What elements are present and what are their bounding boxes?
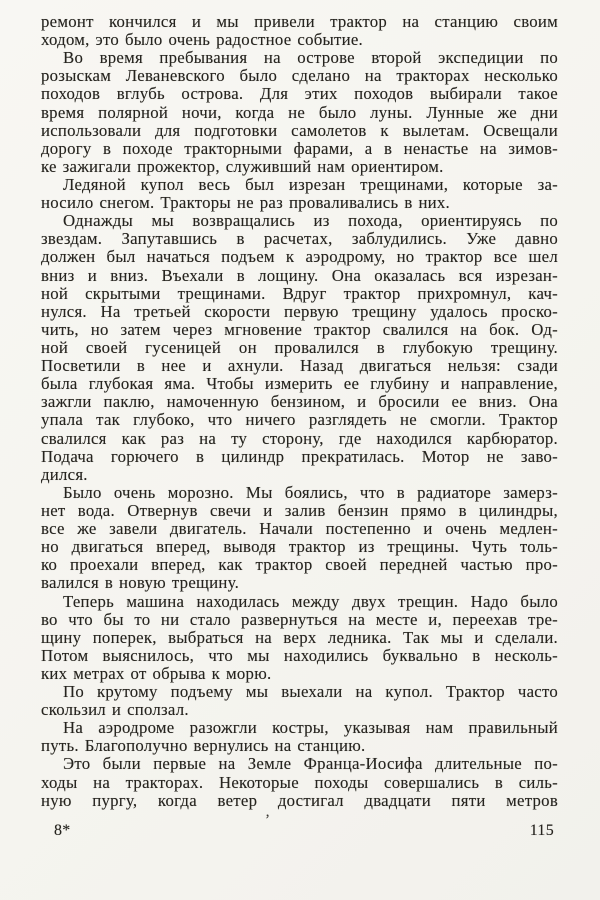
text-line: ную пургу, когда ветер достигал двадцати пяти метров	[41, 790, 558, 810]
text-line: но двигаться вперед, выводя трактор из трещины. Чуть толь-	[41, 537, 558, 557]
text-line: ходом, это было очень радостное событие.	[41, 30, 363, 50]
text-line: Однажды мы возвращались из похода, ориентируясь по	[63, 211, 558, 231]
text-line: время полярной ночи, когда не было луны. Лунные же дни	[41, 102, 558, 122]
text-line: Во время пребывания на острове второй экспедиции по	[63, 48, 558, 68]
text-line: щину поперек, выбраться на верх ледника. Так мы и сделали.	[41, 627, 558, 647]
text-line: путь. Благополучно вернулись на станцию.	[41, 736, 366, 756]
signature-mark: 8*	[54, 822, 71, 839]
text-line: На аэродроме разожгли костры, указывая нам правильный	[63, 718, 558, 738]
text-line: носило снегом. Тракторы не раз проваливались в них.	[41, 193, 450, 213]
text-line: скользил и сползал.	[41, 700, 189, 720]
text-line: Теперь машина находилась между двух трещин. Надо было	[63, 591, 558, 611]
text-line: дорогу в походе тракторными фарами, а в ненастье на зимов-	[41, 138, 558, 158]
text-line: ко проехали вперед, как трактор своей передней частью про-	[41, 555, 558, 575]
text-line: По крутому подъему мы выехали на купол. Трактор часто	[63, 682, 558, 702]
text-line: упала так глубоко, что ничего разглядеть не смогли. Трактор	[41, 410, 558, 430]
text-line: нулся. На третьей скорости первую трещину удалось проско-	[41, 301, 558, 321]
text-line: свалился как раз на ту сторону, где находился карбюратор.	[41, 428, 558, 448]
text-line: во что бы то ни стало развернуться на месте и, переехав тре-	[41, 609, 558, 629]
text-line: ной скрытыми трещинами. Вдруг трактор прихромнул, кач-	[41, 283, 558, 303]
text-line: нет вода. Отвернув свечи и залив бензин прямо в цилиндры,	[41, 500, 558, 520]
text-line: Потом выяснилось, что мы находились буквально в несколь-	[41, 645, 558, 665]
text-line: звездам. Запутавшись в расчетах, заблудились. Уже давно	[41, 229, 558, 249]
text-line: чить, но затем через мгновение трактор свалился на бок. Од-	[41, 319, 558, 339]
text-line: все же завели двигатель. Начали постепенно и очень медлен-	[41, 519, 558, 539]
page-text-block	[41, 13, 558, 810]
text-line: ной своей гусеницей он провалился в глубокую трещину.	[41, 337, 558, 357]
text-line: зажгли паклю, намоченную бензином, и бросили ее вниз. Она	[41, 392, 558, 412]
text-line: Посветили в нее и ахнули. Назад двигаться нельзя: сзади	[41, 356, 558, 376]
text-line: дился.	[41, 464, 88, 484]
stray-scan-mark: ’	[265, 812, 270, 828]
text-line: должен был начаться подъем к аэродрому, но трактор все шел	[41, 247, 558, 267]
text-line: ких метрах от обрыва к морю.	[41, 663, 272, 683]
text-line: использовали для подготовки самолетов к вылетам. Освещали	[41, 120, 558, 140]
page-number: 115	[529, 822, 554, 839]
text-line: вниз и вниз. Въехали в лощину. Она оказалась вся изрезан-	[41, 265, 558, 285]
text-line: Было очень морозно. Мы боялись, что в радиаторе замерз-	[63, 482, 558, 502]
text-line: Подача горючего в цилиндр прекратилась. Мотор не заво-	[41, 446, 558, 466]
text-line: походов вглубь острова. Для этих походов выбирали такое	[41, 84, 558, 104]
text-line: валился в новую трещину.	[41, 573, 240, 593]
text-line: была глубокая яма. Чтобы измерить ее глубину и направление,	[41, 374, 558, 394]
text-line: ходы на тракторах. Некоторые походы совершались в силь-	[41, 772, 558, 792]
text-line: ке зажигали прожектор, служивший нам ориентиром.	[41, 156, 444, 176]
text-line: Это были первые на Земле Франца-Иосифа длительные по-	[63, 754, 558, 774]
text-line: ремонт кончился и мы привели трактор на станцию своим	[41, 12, 558, 31]
text-line: Ледяной купол весь был изрезан трещинами, которые за-	[63, 174, 558, 194]
page-footer	[41, 822, 558, 840]
text-line: розыскам Леваневского было сделано на тракторах несколько	[41, 66, 558, 86]
